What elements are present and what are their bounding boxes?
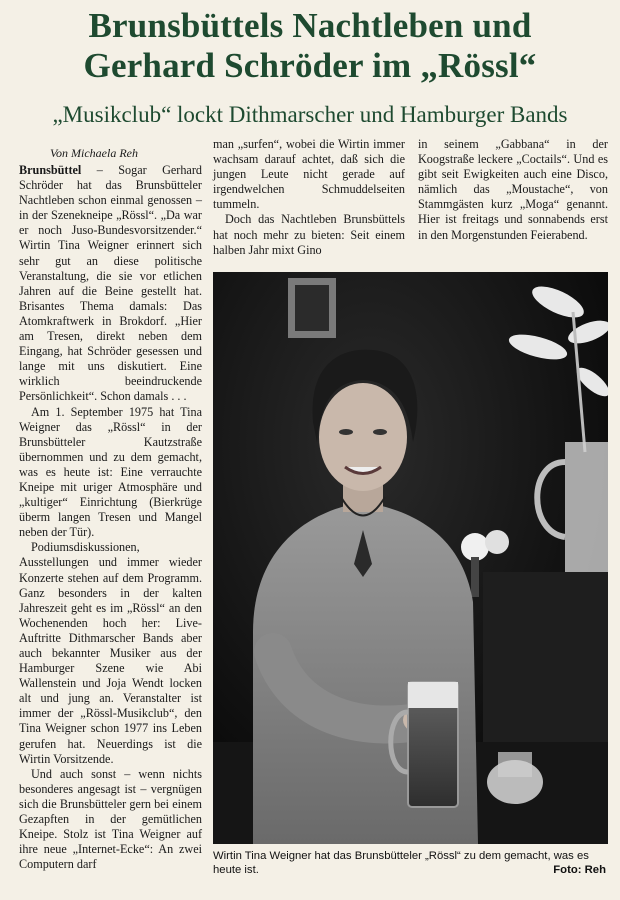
paragraph: man „surfen“, wobei die Wirtin immer wachsam darauf achtet, daß sich die jungen Leute nicht gerade auf irgendwelchen Schmuddelseiten tummeln. [213, 137, 405, 212]
paragraph: Und auch sonst – wenn nichts besonderes angesagt ist – vergnügen sich die Brunsbütteler gern bei einem Gezapften in der gemütlichen Kneipe. Stolz ist Tina Weigner auf ihre neue „Internet-Ecke“: An zwei Computern darf [19, 766, 202, 872]
article-column-3 [418, 137, 608, 243]
bar-scene-illustration [213, 272, 608, 844]
article-photo [213, 272, 608, 844]
byline: Von Michaela Reh [50, 146, 138, 160]
paragraph: Podiumsdiskussionen, Ausstellungen und immer wieder Konzerte stehen auf dem Programm. Ganz besonders in der kalten Jahreszeit geht es im „Rössl“ an den Wochenenden hoch her: Live-Auftritte Dithmarscher Bands aber auch bekannter Musiker aus der Hamburger Szene wie Abi Wallenstein und Joja Wendt locken alt und jung an. Veranstalter ist immer der „Rössl-Musikclub“, den Tina Weigner schon 1977 ins Leben gerufen hat. Neuerdings ist die Wirtin Vorsitzende. [19, 540, 202, 766]
article-column-1 [19, 163, 202, 872]
article-column-2 [213, 137, 405, 258]
photo-caption [213, 849, 608, 877]
headline-line-1: Brunsbüttels Nachtleben und [88, 6, 532, 45]
paragraph: Am 1. September 1975 hat Tina Weigner das „Rössl“ in der Brunsbütteler Kautzstraße übernommen und zu dem gemacht, was es heute ist: Eine verrauchte Kneipe mit uriger Atmosphäre und „kultiger“ Einrichtung (Bierkrüge überm langen Tresen und Mangel neben der Tür). [19, 404, 202, 540]
dateline: Brunsbüttel [19, 163, 82, 177]
caption-text: Wirtin Tina Weigner hat das Brunsbütteler „Rössl“ zu dem gemacht, was es heute ist. [213, 850, 589, 876]
photo-credit: Foto: Reh [553, 864, 606, 876]
paragraph: in seinem „Gabbana“ in der Koogstraße leckere „Coctails“. Und es gibt seit Ewigkeiten auch eine Disco, nämlich das „Moustache“, von Stammgästen kurz „Moga“ genannt. Hier ist freitags und sonnabends erst in den Morgenstunden Feierabend. [418, 137, 608, 242]
paragraph-text: – Sogar Gerhard Schröder hat das Brunsbütteler Nachtleben schon einmal genossen – in der Szenekneipe „Rössl“. „Da war er noch Juso-Bundesvorsitzender.“ Wirtin Tina Weigner erinnert sich sehr gut an diese politische Veranstaltung, die sie vor etlichen Jahren auf die Beine gestellt hat. Brisantes Thema damals: Das Atomkraftwerk in Brokdorf. „Hier am Tresen, direkt neben dem Eingang, hat Schröder gesessen und lange mit uns diskutiert. Eine wirklich beeindruckende Persönlichkeit“. Schon damals . . . [19, 163, 202, 404]
article-subheadline: „Musikclub“ lockt Dithmarscher und Hamburger Bands [52, 102, 568, 127]
paragraph [19, 163, 202, 405]
paragraph: Doch das Nachtleben Brunsbüttels hat noch mehr zu bieten: Seit einem halben Jahr mixt Gino [213, 212, 405, 257]
headline-line-2: Gerhard Schröder im „Rössl“ [83, 46, 537, 85]
article-headline [10, 6, 610, 86]
